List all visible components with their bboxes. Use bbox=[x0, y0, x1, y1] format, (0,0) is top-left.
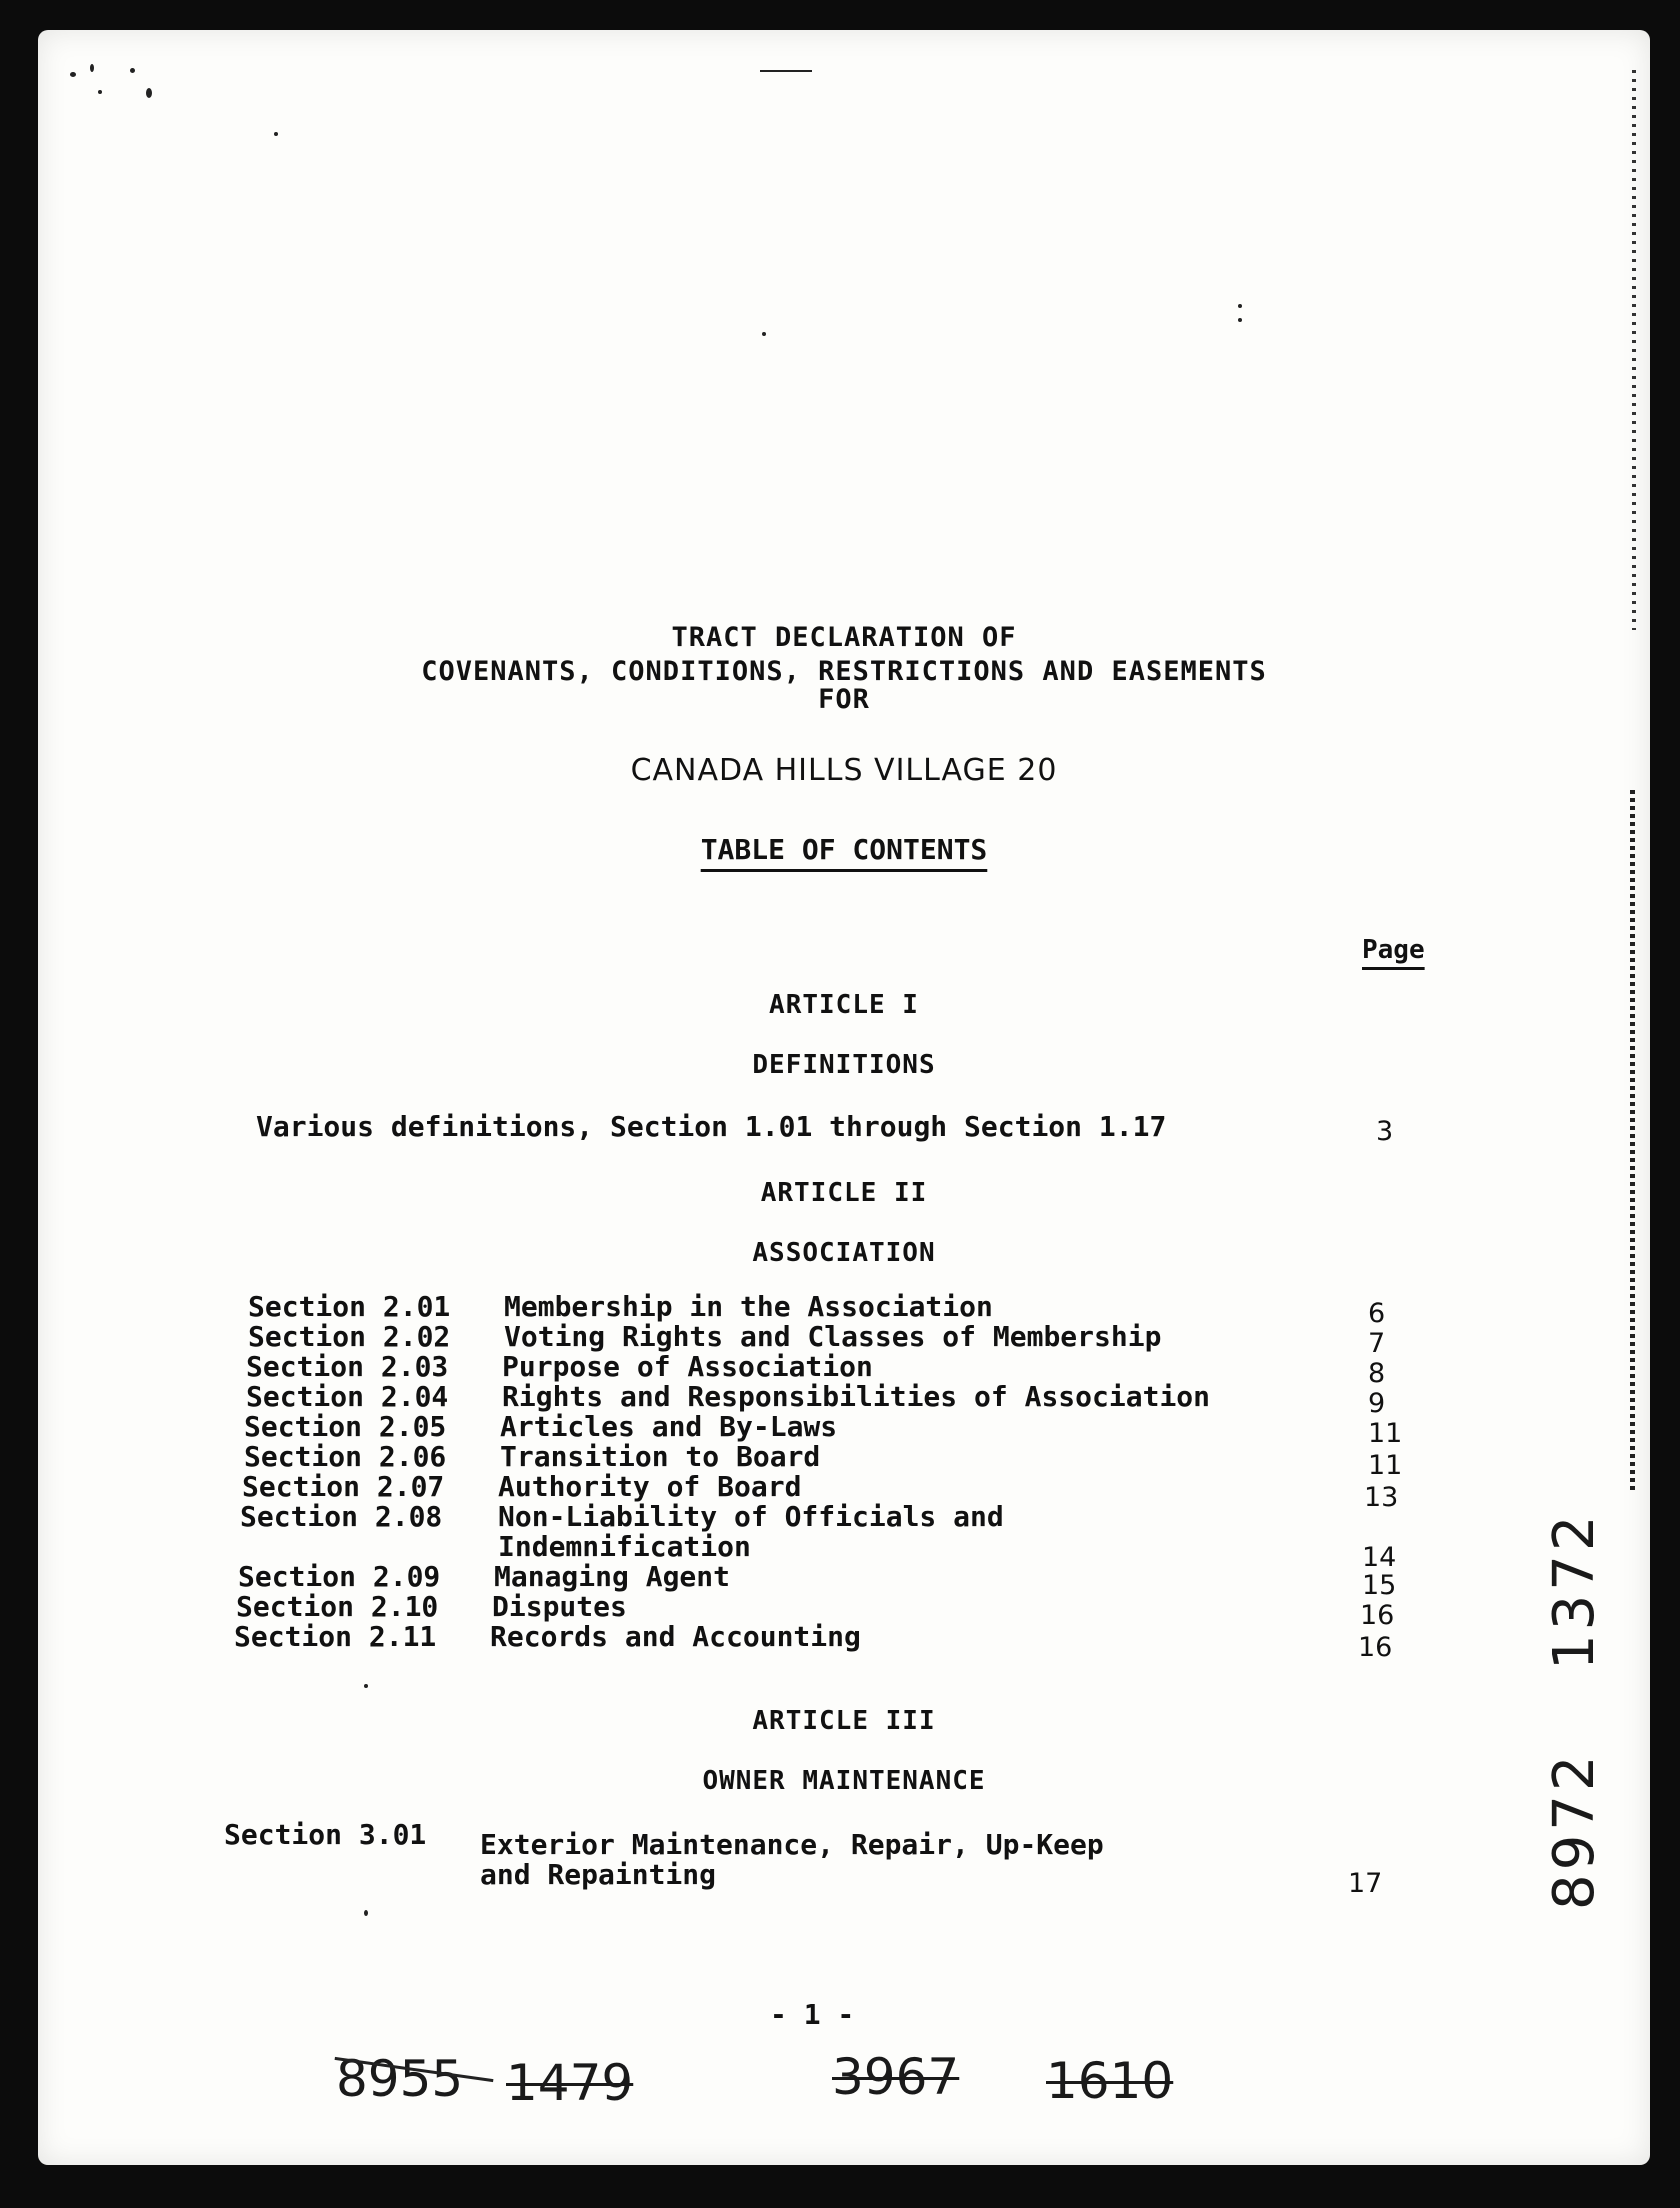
section-number: Section 3.01 bbox=[224, 1818, 427, 1851]
article-3-subtitle: OWNER MAINTENANCE bbox=[702, 1766, 986, 1796]
scan-speck bbox=[364, 1910, 368, 1916]
scan-speck bbox=[364, 1684, 368, 1688]
recording-stamp-number-struck: 3967 bbox=[832, 2048, 960, 2106]
section-page: 13 bbox=[1364, 1482, 1399, 1513]
section-number: Section 2.07 bbox=[242, 1470, 445, 1503]
section-number: Section 2.05 bbox=[244, 1410, 447, 1443]
scan-speck bbox=[98, 90, 102, 94]
article-2-title: ARTICLE II bbox=[760, 1178, 928, 1208]
section-page: 11 bbox=[1368, 1418, 1403, 1449]
section-page: 16 bbox=[1358, 1632, 1393, 1663]
vertical-recording-stamp: 8972 bbox=[1542, 1751, 1607, 1910]
section-page: 9 bbox=[1368, 1388, 1386, 1419]
article-2-subtitle: ASSOCIATION bbox=[752, 1238, 936, 1268]
scan-speck bbox=[90, 64, 94, 72]
section-page: 17 bbox=[1348, 1868, 1383, 1899]
section-title: Articles and By-Laws bbox=[500, 1410, 838, 1443]
document-page bbox=[38, 30, 1650, 2165]
recording-stamp-number-struck: 1479 bbox=[506, 2054, 634, 2112]
section-number: Section 2.02 bbox=[248, 1320, 451, 1353]
section-page: 14 bbox=[1362, 1542, 1397, 1573]
section-title: Purpose of Association bbox=[502, 1350, 873, 1383]
section-number: Section 2.03 bbox=[246, 1350, 449, 1383]
section-number: Section 2.06 bbox=[244, 1440, 447, 1473]
scan-speck bbox=[762, 332, 766, 336]
section-page: 8 bbox=[1368, 1358, 1386, 1389]
section-title: Disputes bbox=[492, 1590, 627, 1623]
article-1-subtitle: DEFINITIONS bbox=[752, 1050, 936, 1080]
recording-stamp-number: 8955 bbox=[336, 2050, 464, 2108]
scan-speck bbox=[70, 72, 76, 77]
section-title: Voting Rights and Classes of Membership bbox=[504, 1320, 1162, 1353]
title-line-1: TRACT DECLARATION OF bbox=[671, 622, 1017, 653]
title-line-2: COVENANTS, CONDITIONS, RESTRICTIONS AND EASEMENTS bbox=[421, 656, 1267, 687]
scan-speck bbox=[130, 68, 135, 73]
recording-stamp-number-struck: 1610 bbox=[1046, 2052, 1174, 2110]
section-page: 7 bbox=[1368, 1328, 1386, 1359]
section-number: Section 2.04 bbox=[246, 1380, 449, 1413]
scan-edge-artifact bbox=[1630, 790, 1635, 1490]
section-number: Section 2.09 bbox=[238, 1560, 441, 1593]
title-line-3: FOR bbox=[818, 684, 870, 715]
section-title: Rights and Responsibilities of Association bbox=[502, 1380, 1211, 1413]
section-title: Membership in the Association bbox=[504, 1290, 993, 1323]
scan-mark bbox=[760, 70, 812, 72]
page-column-label: Page bbox=[1362, 935, 1425, 965]
section-title-continued: and Repainting bbox=[480, 1858, 717, 1891]
scan-edge-artifact bbox=[1632, 70, 1636, 630]
vertical-recording-stamp: 1372 bbox=[1542, 1511, 1607, 1670]
section-page: 15 bbox=[1362, 1570, 1397, 1601]
section-title-continued: Indemnification bbox=[498, 1530, 751, 1563]
scan-speck bbox=[274, 132, 278, 136]
page-number: - 1 - bbox=[770, 1998, 855, 2031]
section-title: Non-Liability of Officials and bbox=[498, 1500, 1004, 1533]
scan-speck bbox=[1238, 318, 1242, 322]
section-title: Managing Agent bbox=[494, 1560, 731, 1593]
article-3-title: ARTICLE III bbox=[752, 1706, 936, 1736]
article-1-title: ARTICLE I bbox=[769, 990, 919, 1020]
section-page: 16 bbox=[1360, 1600, 1395, 1631]
section-title: Authority of Board bbox=[498, 1470, 802, 1503]
article-1-page: 3 bbox=[1376, 1116, 1394, 1147]
section-title: Transition to Board bbox=[500, 1440, 821, 1473]
section-page: 6 bbox=[1368, 1298, 1386, 1329]
article-1-entry: Various definitions, Section 1.01 through Section 1.17 bbox=[256, 1110, 1167, 1143]
section-number: Section 2.10 bbox=[236, 1590, 439, 1623]
section-number: Section 2.11 bbox=[234, 1620, 437, 1653]
section-number: Section 2.01 bbox=[248, 1290, 451, 1323]
toc-heading: TABLE OF CONTENTS bbox=[700, 833, 988, 866]
section-page: 11 bbox=[1368, 1450, 1403, 1481]
scan-speck bbox=[1238, 304, 1242, 308]
section-title: Exterior Maintenance, Repair, Up-Keep bbox=[480, 1828, 1104, 1861]
project-name: CANADA HILLS VILLAGE 20 bbox=[630, 753, 1058, 788]
scan-speck bbox=[146, 88, 152, 98]
section-title: Records and Accounting bbox=[490, 1620, 861, 1653]
section-number: Section 2.08 bbox=[240, 1500, 443, 1533]
